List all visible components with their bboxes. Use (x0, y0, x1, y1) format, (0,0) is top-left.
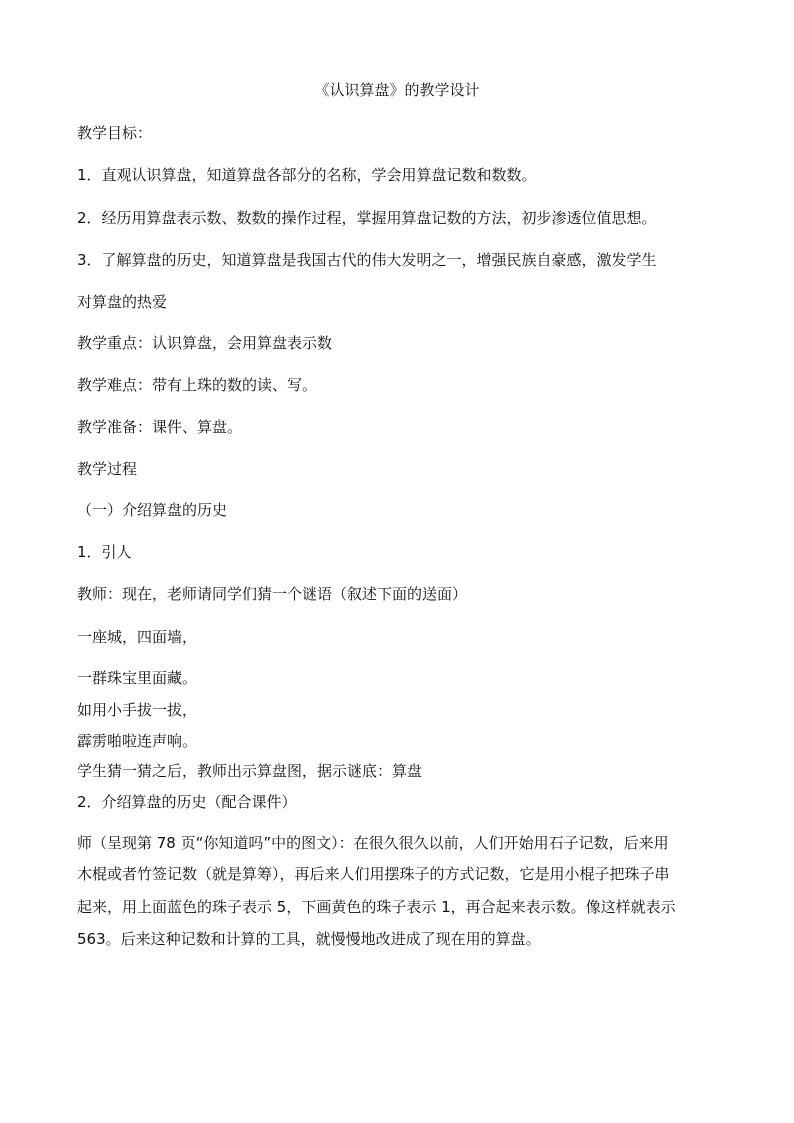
document-title: 《认识算盘》的教学设计 (314, 81, 480, 99)
paragraph-teaching-goals-heading: 教学目标： (77, 124, 153, 142)
paragraph-preparation: 教学准备：课件、算盘。 (77, 418, 243, 436)
riddle-line-4: 霹雳啪啦连声响。 (77, 732, 198, 750)
paragraph-goal-3-continued: 对算盘的热爱 (77, 293, 168, 311)
riddle-line-1: 一座城，四面墙， (77, 628, 198, 646)
paragraph-process-heading: 教学过程 (77, 460, 138, 478)
paragraph-difficulty: 教学难点：带有上珠的数的读、写。 (77, 376, 318, 394)
paragraph-history-line-4: 563。后来这种记数和计算的工具，就慢慢地改进成了现在用的算盘。 (77, 930, 541, 948)
paragraph-goal-2: 2．经历用算盘表示数、数数的操作过程，掌握用算盘记数的方法，初步渗透位值思想。 (77, 209, 657, 227)
riddle-line-2: 一群珠宝里面藏。 (77, 669, 198, 687)
paragraph-step-2-heading: 2．介绍算盘的历史（配合课件） (77, 793, 297, 811)
paragraph-teacher-riddle: 教师：现在，老师请同学们猜一个谜语（叙述下面的送面） (77, 585, 468, 603)
paragraph-history-line-3: 起来，用上面蓝色的珠子表示 5，下画黄色的珠子表示 1，再合起来表示数。像这样就表示 (77, 898, 676, 916)
paragraph-goal-1: 1．直观认识算盘，知道算盘各部分的名称，学会用算盘记数和数数。 (77, 166, 537, 184)
paragraph-section-1-heading: （一）介绍算盘的历史 (77, 501, 228, 519)
paragraph-goal-3: 3．了解算盘的历史，知道算盘是我国古代的伟大发明之一，增强民族自豪感，激发学生 (77, 251, 657, 269)
paragraph-riddle-answer: 学生猜一猜之后，教师出示算盘图，据示谜底：算盘 (77, 762, 423, 780)
paragraph-history-line-1: 师（呈现第 78 页“你知道吗”中的图文）：在很久很久以前，人们开始用石子记数，后来用 (77, 834, 669, 852)
paragraph-key-point: 教学重点：认识算盘，会用算盘表示数 (77, 334, 333, 352)
paragraph-history-line-2: 木棍或者竹签记数（就是算筹），再后来人们用摆珠子的方式记数，它是用小棍子把珠子串 (77, 865, 670, 883)
paragraph-step-1-heading: 1．引人 (77, 543, 132, 561)
riddle-line-3: 如用小手拔一拔， (77, 701, 198, 719)
